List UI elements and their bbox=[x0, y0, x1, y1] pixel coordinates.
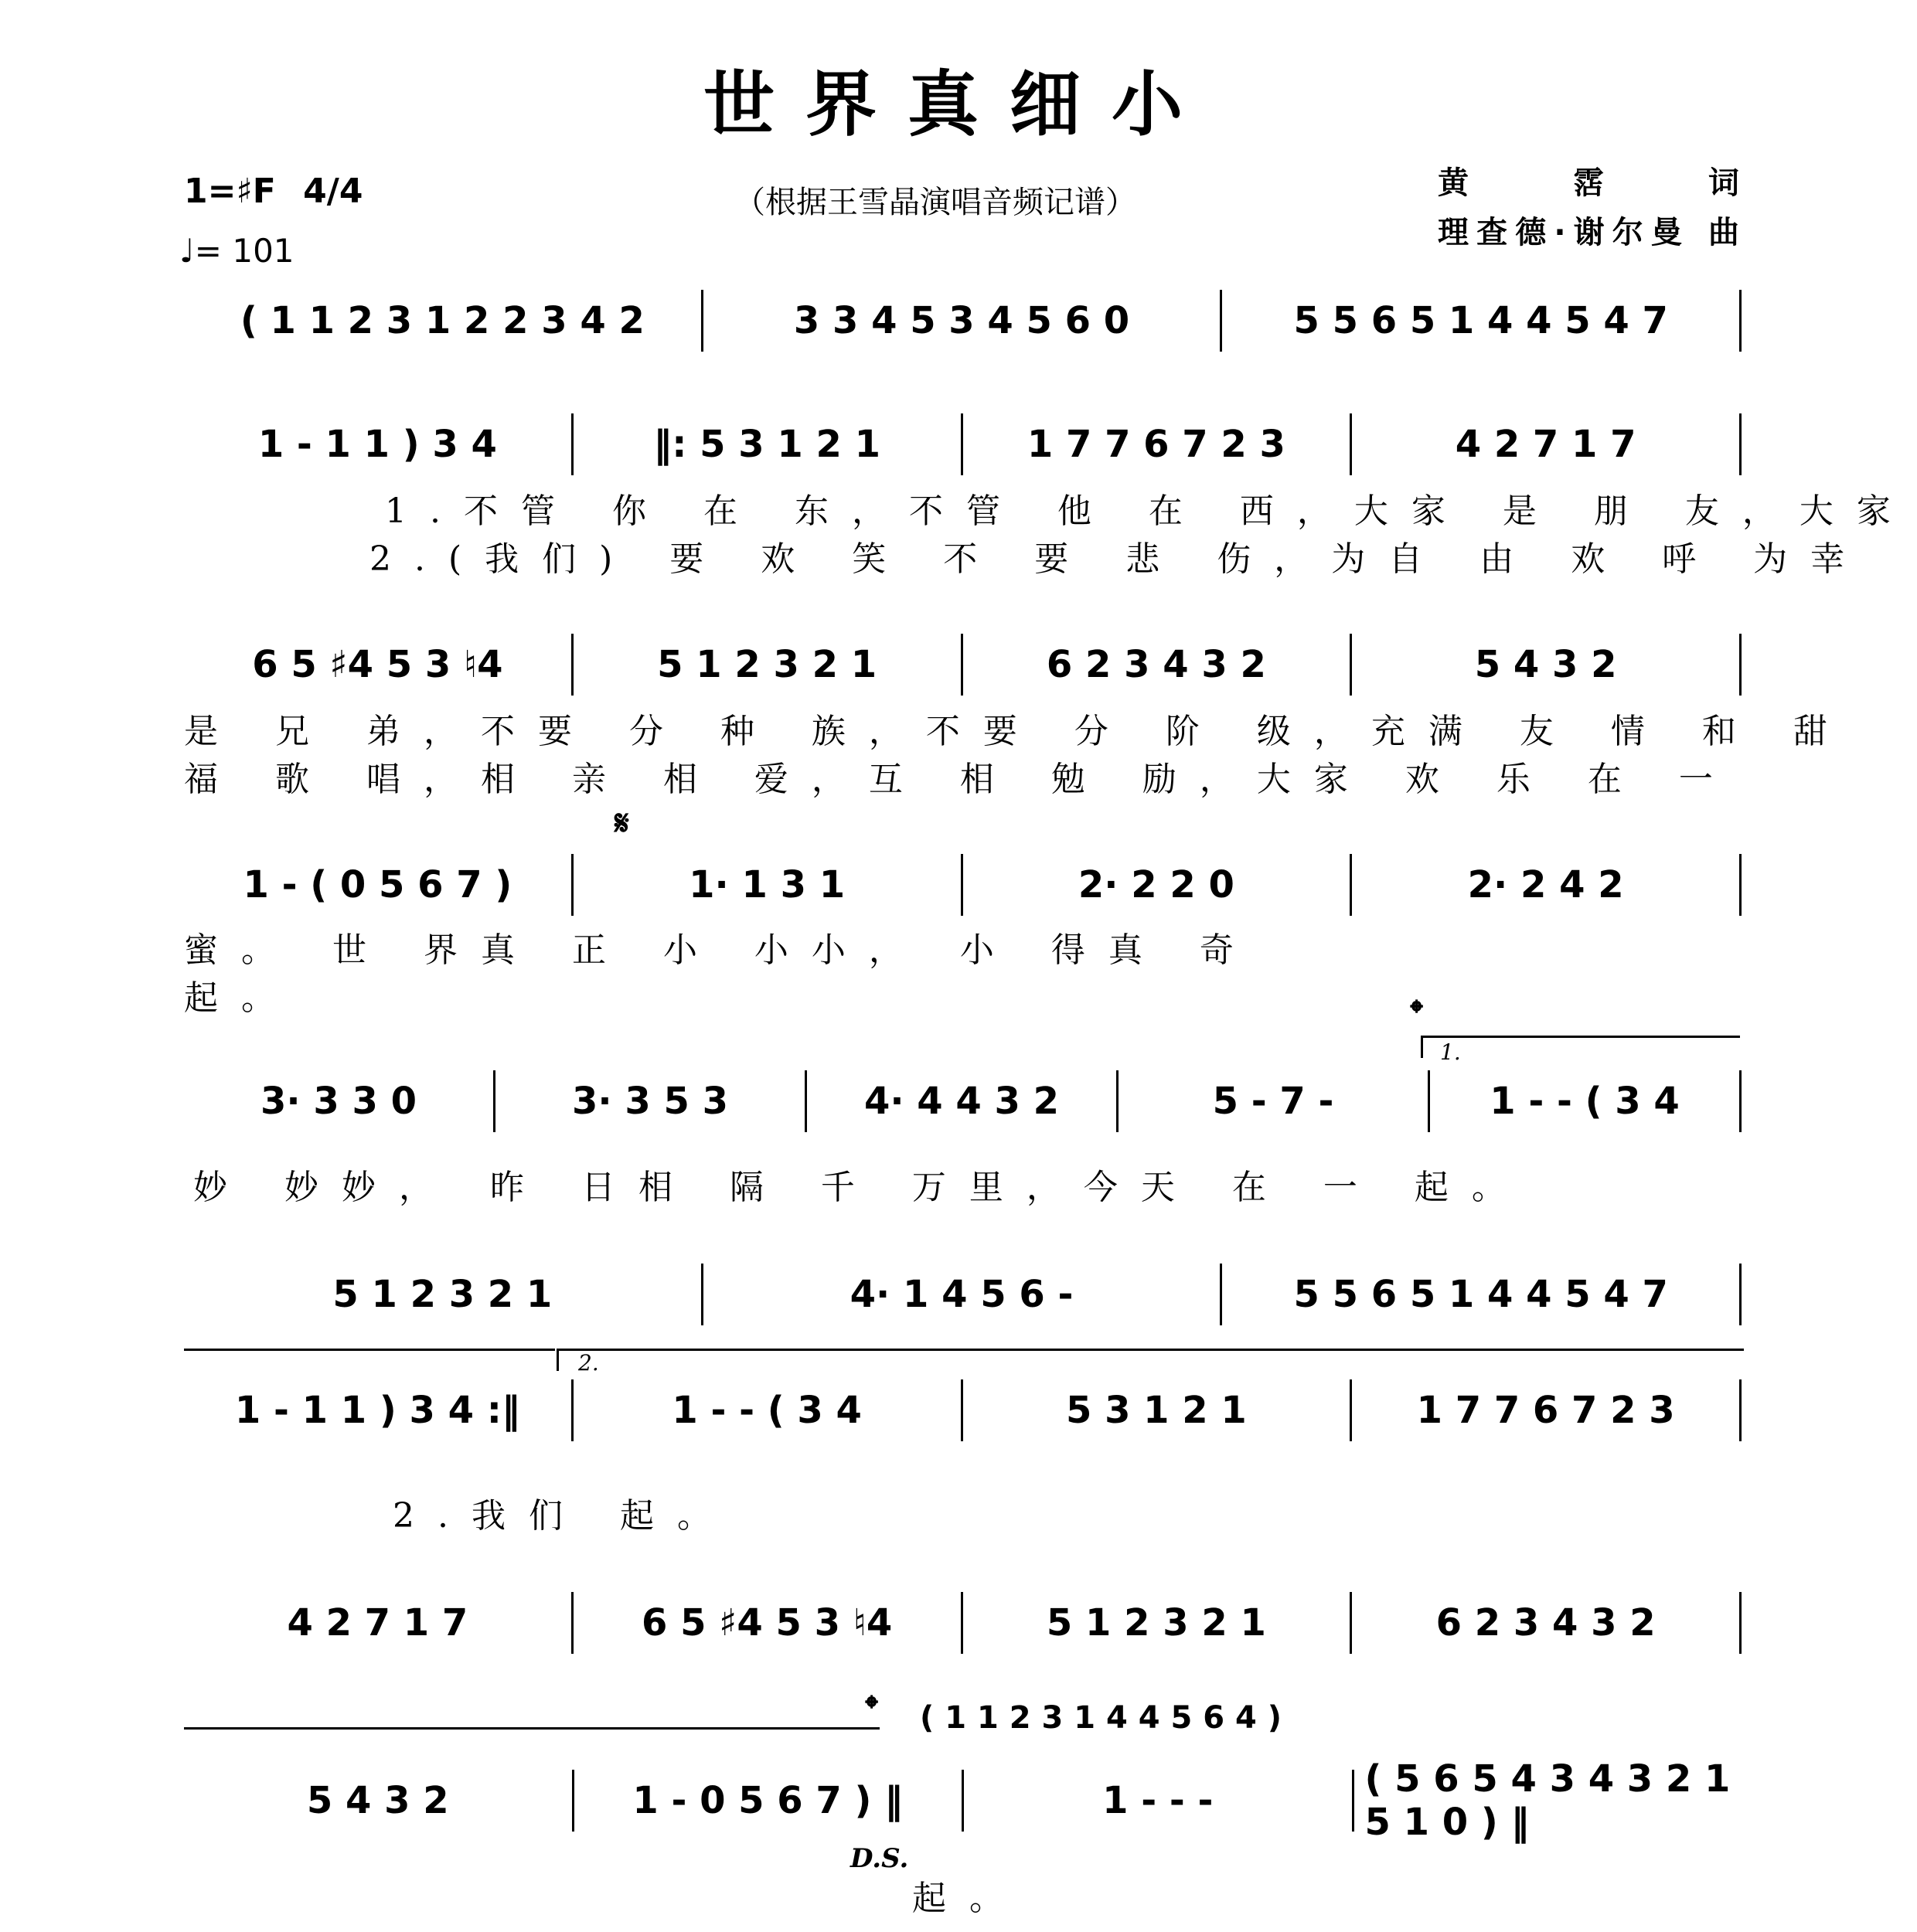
volta-label-2: 2. bbox=[578, 1350, 599, 1376]
measure: 4 2 7 1 7 bbox=[184, 1592, 574, 1654]
system-5 bbox=[184, 1039, 1742, 1207]
staff bbox=[184, 290, 1742, 352]
system-1 bbox=[184, 290, 1742, 352]
measure: 4 2 7 1 7 bbox=[1352, 413, 1742, 475]
measure: 6 5 ♯4 5 3 ♮4 bbox=[574, 1592, 963, 1654]
measure: 5 3 1 2 1 bbox=[963, 1379, 1353, 1441]
measure: 6 2 3 4 3 2 bbox=[963, 634, 1353, 696]
key-signature: 1=♯F bbox=[184, 172, 276, 211]
measure: 1 7 7 6 7 2 3 bbox=[963, 413, 1353, 475]
composer: 理查德·谢尔曼 曲 bbox=[1438, 215, 1739, 250]
volta-line bbox=[184, 1349, 555, 1351]
volta-bracket-1 bbox=[1421, 1036, 1740, 1058]
key-time-signature bbox=[184, 172, 363, 211]
measure: 1 - - - bbox=[964, 1770, 1354, 1832]
lyrics-verse-1: 妙 妙妙， 昨 日相 隔 千 万里，今天 在 一 起。 bbox=[193, 1168, 1529, 1207]
measure: ‖: 5 3 1 2 1 bbox=[574, 413, 963, 475]
ds-marking: D.S. bbox=[850, 1843, 909, 1874]
staff bbox=[184, 1592, 1742, 1654]
measure: 5 1 2 3 2 1 bbox=[574, 634, 963, 696]
measure: 5 4 3 2 bbox=[1352, 634, 1742, 696]
time-signature: 4/4 bbox=[303, 172, 363, 211]
song-title: 世界真细小 bbox=[703, 63, 1214, 146]
measure: 4· 4 4 3 2 bbox=[807, 1070, 1119, 1132]
volta-label-1: 1. bbox=[1440, 1039, 1461, 1065]
lyrics-verse-2-ending: 2.我们 起。 bbox=[393, 1496, 734, 1536]
lyrics-verse-2: 福 歌 唱，相 亲 相 爱，互 相 勉 励，大家 欢 乐 在 一 bbox=[184, 760, 1736, 799]
coda-sign: 𝄌 bbox=[866, 1689, 878, 1728]
measure: 1· 1 3 1 bbox=[574, 854, 963, 916]
lyrics-verse-2: 起。 bbox=[184, 978, 298, 1018]
segno-sign: 𝄋 bbox=[615, 804, 629, 843]
system-9 bbox=[184, 1757, 1742, 1844]
staff bbox=[184, 854, 1742, 916]
coda-phrase: ( 1 1 2 3 1 4 4 5 6 4 ) bbox=[920, 1700, 1282, 1736]
measure: ( 5 6 5 4 3 4 3 2 1 5 1 0 ) ‖ bbox=[1364, 1757, 1731, 1844]
measure: 5 5 6 5 1 4 4 5 4 7 bbox=[1222, 1264, 1742, 1325]
measure: 1 - 1 1 ) 3 4 bbox=[184, 413, 574, 475]
lyrics-verse-2: 2.(我们) 要 欢 笑 不 要 悲 伤，为自 由 欢 呼 为幸 bbox=[369, 539, 1868, 579]
measure: 1 - - ( 3 4 bbox=[574, 1379, 963, 1441]
staff bbox=[184, 413, 1742, 475]
subtitle: （根据王雪晶演唱音频记谱） bbox=[734, 185, 1136, 220]
lyrics-verse-1: 是 兄 弟，不要 分 种 族，不要 分 阶 级，充满 友 情 和 甜 bbox=[184, 712, 1851, 751]
system-8 bbox=[184, 1592, 1742, 1654]
measure: 5 - 7 - bbox=[1119, 1070, 1430, 1132]
system-4 bbox=[184, 854, 1742, 1018]
lyrics-verse-1: 蜜。 世 界真 正 小 小小， 小 得真 奇 bbox=[184, 930, 1257, 970]
measure: 3· 3 5 3 bbox=[495, 1070, 807, 1132]
system-2 bbox=[184, 413, 1914, 579]
measure: 5 1 2 3 2 1 bbox=[184, 1264, 703, 1325]
staff bbox=[184, 1757, 1742, 1844]
lyricist: 黄 霑 词 bbox=[1438, 165, 1739, 201]
staff bbox=[184, 1264, 1742, 1325]
staff bbox=[184, 634, 1742, 696]
measure: 6 5 ♯4 5 3 ♮4 bbox=[184, 634, 574, 696]
measure: ( 1 1 2 3 1 2 2 3 4 2 bbox=[184, 290, 703, 352]
staff bbox=[184, 1379, 1742, 1441]
measure: 6 2 3 4 3 2 bbox=[1352, 1592, 1742, 1654]
measure: 1 - - ( 3 4 bbox=[1430, 1070, 1742, 1132]
tempo-mark: ♩= 101 bbox=[179, 232, 295, 270]
measure: 5 1 2 3 2 1 bbox=[963, 1592, 1353, 1654]
measure: 1 - 1 1 ) 3 4 :‖ bbox=[184, 1379, 574, 1441]
measure: 1 - ( 0 5 6 7 ) bbox=[184, 854, 574, 916]
measure: 3 3 4 5 3 4 5 6 0 bbox=[703, 290, 1223, 352]
system-7 bbox=[184, 1350, 1742, 1536]
lyrics-verse-1: 1.不管 你 在 东，不管 他 在 西，大家 是 朋 友，大家 bbox=[385, 492, 1914, 531]
system-3 bbox=[184, 634, 1851, 799]
coda-sign: 𝄌 bbox=[1411, 993, 1423, 1032]
measure: 2· 2 2 0 bbox=[963, 854, 1353, 916]
measure: 1 - 0 5 6 7 ) ‖ bbox=[574, 1770, 965, 1832]
staff-divider bbox=[184, 1727, 880, 1730]
credits bbox=[1438, 158, 1739, 257]
volta-bracket-2 bbox=[557, 1349, 1744, 1371]
measure: 3· 3 3 0 bbox=[184, 1070, 495, 1132]
final-lyric: 起。 bbox=[912, 1879, 1027, 1918]
measure: 1 7 7 6 7 2 3 bbox=[1352, 1379, 1742, 1441]
measure: 2· 2 4 2 bbox=[1352, 854, 1742, 916]
staff bbox=[184, 1070, 1742, 1132]
system-6 bbox=[184, 1264, 1742, 1325]
measure: 5 4 3 2 bbox=[184, 1770, 574, 1832]
measure: 5 5 6 5 1 4 4 5 4 7 bbox=[1222, 290, 1742, 352]
measure: 4· 1 4 5 6 - bbox=[703, 1264, 1223, 1325]
